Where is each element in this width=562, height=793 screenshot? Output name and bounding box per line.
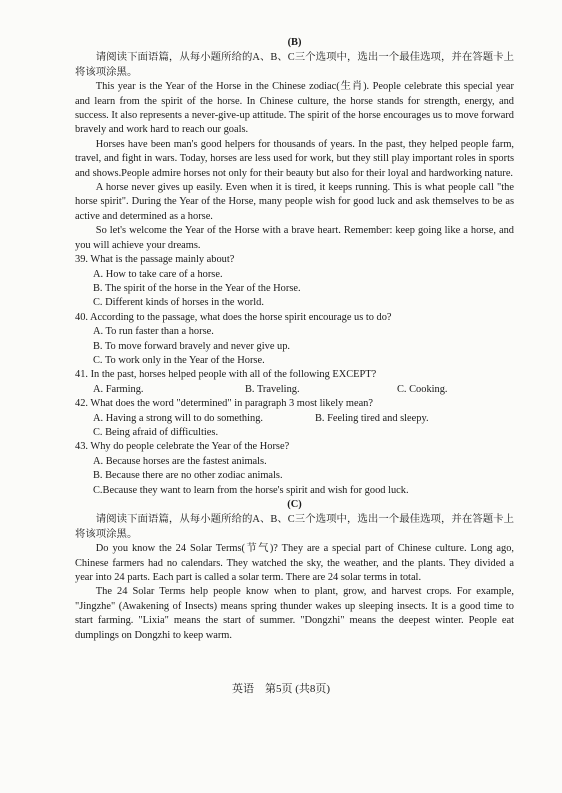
option: C. To work only in the Year of the Horse.	[93, 354, 265, 366]
option: B. Because there are no other zodiac animals.	[93, 470, 283, 482]
option: C.Because they want to learn from the horse's spirit and wish for good luck.	[93, 484, 409, 496]
option: C. Being afraid of difficulties.	[93, 426, 219, 438]
passage-b-paragraph: This year is the Year of the Horse in the Chinese zodiac(生肖). People celebrate this special year and learn from the spirit of the horse. In Chinese culture, the horse stands for strength, energy, and success. It also represents a never-give-up attitude. The spirit of the horse encourages us to move forward bravely and work hard to reach our goals.	[75, 81, 514, 136]
option: A. Because horses are the fastest animals.	[93, 455, 267, 467]
page-footer: 英语 第5页 (共8页)	[231, 683, 331, 695]
question-40: 40. According to the passage, what does the horse spirit encourage us to do?	[75, 311, 392, 323]
question-43: 43. Why do people celebrate the Year of the Horse?	[75, 441, 290, 453]
option: A. To run faster than a horse.	[93, 326, 214, 338]
passage-b-paragraph: Horses have been man's good helpers for thousands of years. In the past, they helped people farm, travel, and fight in wars. Today, horses are less used for work, but they still play important roles in sports and shows.People admire horses not only for their beauty but also for their loyal and hardworking nature.	[75, 138, 514, 179]
section-b-instruction: 请阅读下面语篇，从每小题所给的A、B、C三个选项中，选出一个最佳选项，并在答题卡上将该项涂黑。	[75, 52, 514, 78]
option: C. Cooking.	[397, 383, 448, 395]
option: A. Farming.	[93, 383, 144, 395]
options-row	[93, 383, 514, 397]
passage-c-paragraph: The 24 Solar Terms help people know when to plant, grow, and harvest crops. For example, "Jingzhe" (Awakening of Insects) means spring thunder wakes up sleeping insects. It is a good time to start farming. "Lixia" means the start of summer. "Dongzhi" means the deepest winter. People eat dumplings on Dongzhi to keep warm.	[75, 586, 514, 641]
section-c-title: (C)	[287, 499, 302, 510]
option: A. Having a strong will to do something.	[93, 412, 263, 424]
question-41: 41. In the past, horses helped people with all of the following EXCEPT?	[75, 369, 377, 381]
question-39: 39. What is the passage mainly about?	[75, 254, 235, 266]
section-b-title: (B)	[287, 37, 302, 48]
option: B. Traveling.	[245, 383, 300, 395]
question-42: 42. What does the word "determined" in paragraph 3 most likely mean?	[75, 398, 373, 410]
passage-c-paragraph: Do you know the 24 Solar Terms(节气)? They are a special part of Chinese culture. Long ago, Chinese farmers had no calendars. They watched the sky, the weather, and the plants. They divided a year into 24 parts. Each part is called a solar term. There are 24 solar terms in total.	[75, 543, 514, 584]
option: C. Different kinds of horses in the world.	[93, 297, 264, 309]
option: B. The spirit of the horse in the Year of the Horse.	[93, 282, 301, 294]
passage-b-paragraph: A horse never gives up easily. Even when it is tired, it keeps running. This is what people call "the horse spirit". During the Year of the Horse, many people wish for good luck and ask themselves to be as active and determined as a horse.	[75, 182, 514, 222]
option: A. How to take care of a horse.	[93, 268, 223, 280]
option: B. To move forward bravely and never give up.	[93, 340, 291, 352]
option: B. Feeling tired and sleepy.	[315, 412, 429, 424]
passage-b-paragraph: So let's welcome the Year of the Horse with a brave heart. Remember: keep going like a horse, and you will achieve your dreams.	[75, 225, 514, 251]
options-row	[93, 412, 514, 426]
section-c-instruction: 请阅读下面语篇，从每小题所给的A、B、C三个选项中，选出一个最佳选项，并在答题卡上将该项涂黑。	[75, 514, 514, 540]
